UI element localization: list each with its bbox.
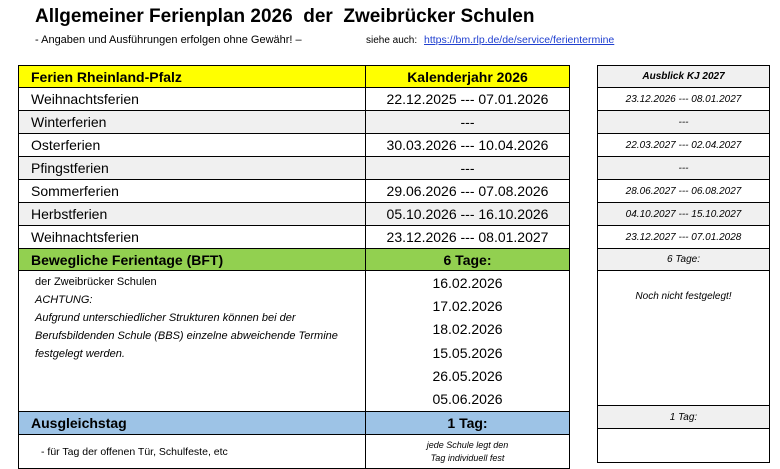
bft-date: 18.02.2026 bbox=[432, 321, 503, 338]
outlook-table-2027 bbox=[597, 65, 770, 463]
ausgleich-value bbox=[366, 435, 570, 469]
page-title: Allgemeiner Ferienplan 2026 der Zweibrücker Schulen bbox=[35, 6, 535, 27]
outlook-ausgleich-count: 1 Tag: bbox=[598, 406, 770, 429]
table-row bbox=[19, 111, 570, 134]
ausgleich-value-line1: jede Schule legt den bbox=[426, 439, 509, 450]
holiday-table-2026 bbox=[18, 65, 570, 469]
bft-note-schools: der Zweibrücker Schulen bbox=[35, 276, 157, 288]
holiday-name: Weihnachtsferien bbox=[19, 226, 366, 249]
outlook-dates: --- bbox=[598, 157, 770, 180]
ausgleich-value-line2: Tag individuell fest bbox=[430, 452, 505, 463]
outlook-ausgleich-empty bbox=[598, 429, 770, 463]
outlook-dates: 22.03.2027 --- 02.04.2027 bbox=[598, 134, 770, 157]
holiday-dates: 23.12.2026 --- 08.01.2027 bbox=[366, 226, 570, 249]
holiday-name: Pfingstferien bbox=[19, 157, 366, 180]
ferientermine-link[interactable]: https://bm.rlp.de/de/service/ferientermine bbox=[424, 34, 615, 46]
holiday-name: Weihnachtsferien bbox=[19, 88, 366, 111]
table-row bbox=[19, 203, 570, 226]
holiday-name: Osterferien bbox=[19, 134, 366, 157]
ausgleich-count: 1 Tag: bbox=[366, 412, 570, 435]
holiday-name: Winterferien bbox=[19, 111, 366, 134]
outlook-bft-note: Noch nicht festgelegt! bbox=[598, 271, 770, 406]
holiday-dates: --- bbox=[366, 157, 570, 180]
table-row bbox=[598, 203, 770, 226]
holiday-name: Herbstferien bbox=[19, 203, 366, 226]
disclaimer-text: - Angaben und Ausführungen erfolgen ohne Gewähr! – bbox=[35, 34, 302, 46]
bft-label: Bewegliche Ferientage (BFT) bbox=[19, 249, 366, 271]
bft-count: 6 Tage: bbox=[366, 249, 570, 271]
table-row bbox=[598, 88, 770, 111]
holiday-dates: --- bbox=[366, 111, 570, 134]
holiday-name: Sommerferien bbox=[19, 180, 366, 203]
bft-note-text: Aufgrund unterschiedlicher Strukturen können bei der Berufsbildenden Schule (BBS) einzelne abweichende Termine festgelegt werden. bbox=[35, 312, 338, 360]
table-row bbox=[598, 226, 770, 249]
outlook-bft-count: 6 Tage: bbox=[598, 249, 770, 271]
holiday-dates: 05.10.2026 --- 16.10.2026 bbox=[366, 203, 570, 226]
holiday-dates: 29.06.2026 --- 07.08.2026 bbox=[366, 180, 570, 203]
outlook-dates: 23.12.2026 --- 08.01.2027 bbox=[598, 88, 770, 111]
bft-note-warning: ACHTUNG: bbox=[35, 294, 93, 306]
table-row bbox=[598, 134, 770, 157]
bft-date: 05.06.2026 bbox=[432, 390, 503, 407]
bft-dates bbox=[366, 271, 570, 412]
bft-date: 26.05.2026 bbox=[432, 367, 503, 384]
table-row bbox=[19, 88, 570, 111]
outlook-dates: 04.10.2027 --- 15.10.2027 bbox=[598, 203, 770, 226]
header-kalenderjahr: Kalenderjahr 2026 bbox=[366, 66, 570, 88]
table-row bbox=[19, 134, 570, 157]
table-row bbox=[19, 226, 570, 249]
holiday-dates: 30.03.2026 --- 10.04.2026 bbox=[366, 134, 570, 157]
ausgleich-label: Ausgleichstag bbox=[19, 412, 366, 435]
ausgleich-note: - für Tag der offenen Tür, Schulfeste, etc bbox=[19, 435, 366, 469]
table-row bbox=[19, 180, 570, 203]
bft-note bbox=[19, 271, 366, 412]
see-also-label: siehe auch: bbox=[366, 35, 418, 46]
outlook-header: Ausblick KJ 2027 bbox=[598, 66, 770, 88]
table-row bbox=[598, 111, 770, 134]
table-row bbox=[598, 180, 770, 203]
bft-date: 15.05.2026 bbox=[432, 344, 503, 361]
holiday-dates: 22.12.2025 --- 07.01.2026 bbox=[366, 88, 570, 111]
bft-date: 17.02.2026 bbox=[432, 298, 503, 315]
outlook-dates: 23.12.2027 --- 07.01.2028 bbox=[598, 226, 770, 249]
bft-date: 16.02.2026 bbox=[432, 275, 503, 291]
outlook-dates: 28.06.2027 --- 06.08.2027 bbox=[598, 180, 770, 203]
table-row bbox=[598, 157, 770, 180]
header-ferien-rlp: Ferien Rheinland-Pfalz bbox=[19, 66, 366, 88]
table-row bbox=[19, 157, 570, 180]
outlook-dates: --- bbox=[598, 111, 770, 134]
